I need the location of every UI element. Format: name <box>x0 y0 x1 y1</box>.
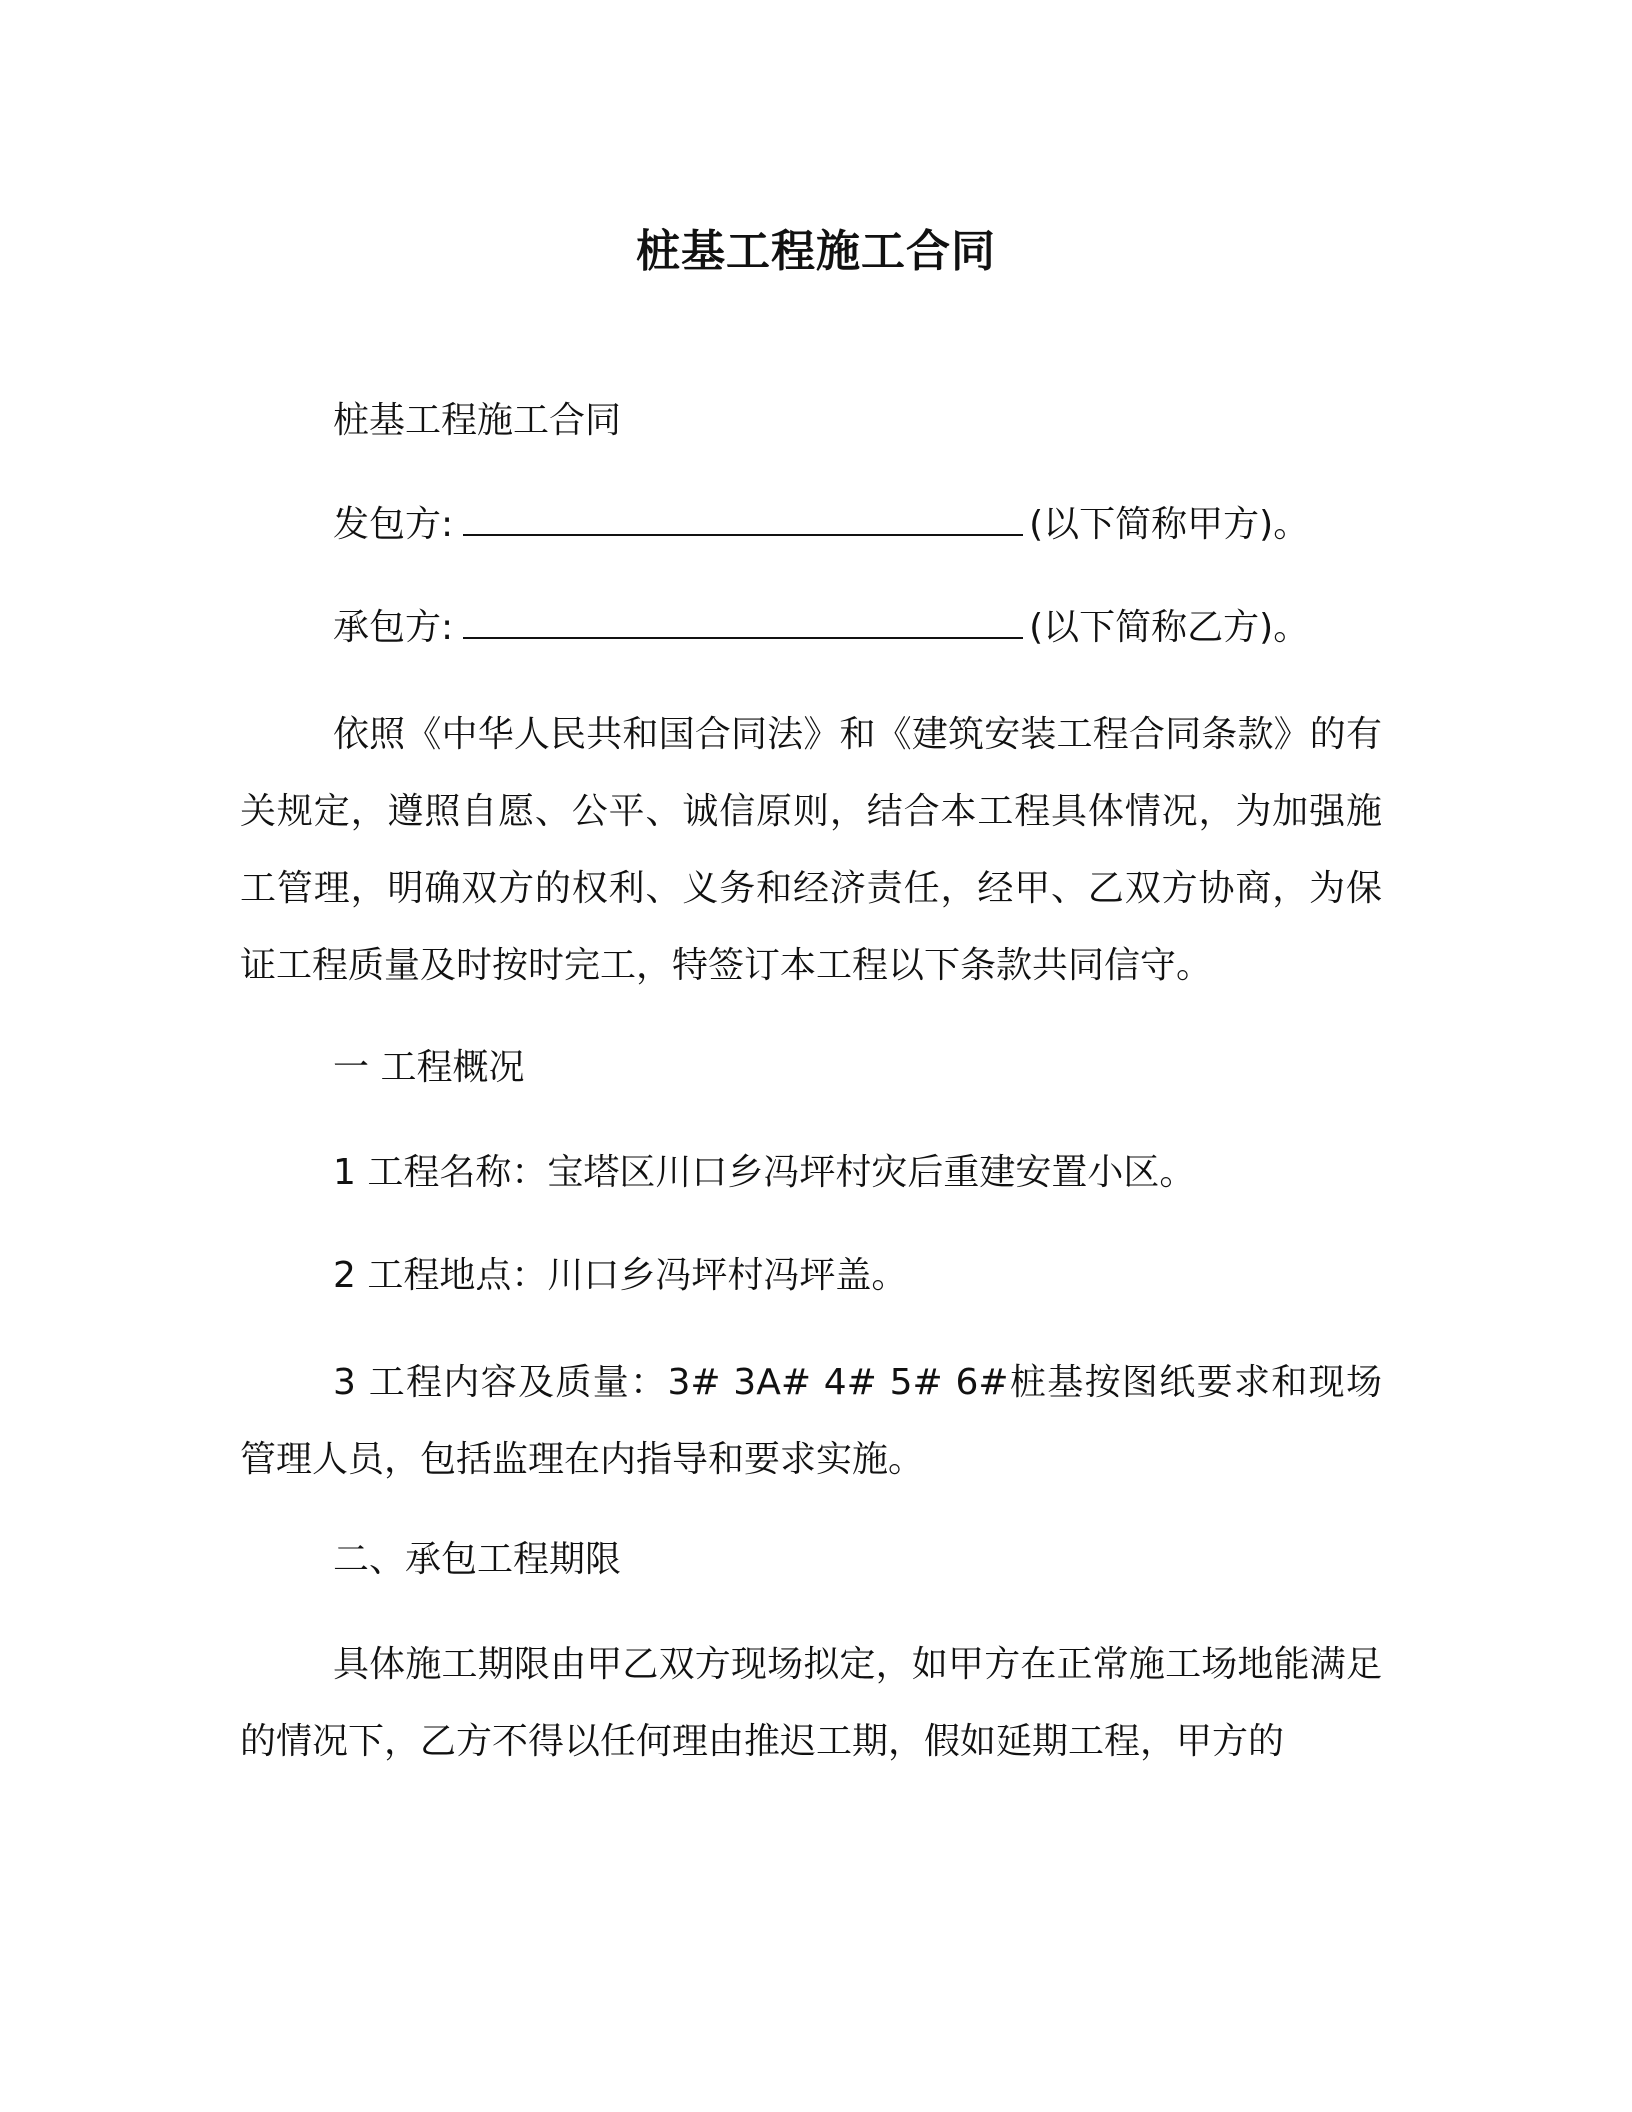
party-b-suffix: (以下简称乙方)。 <box>1029 607 1310 648</box>
section-2-paragraph: 具体施工期限由甲乙双方现场拟定，如甲方在正常施工场地能满足的情况下，乙方不得以任何理由推迟工期，假如延期工程，甲方的 <box>240 1644 1382 1762</box>
party-a-blank <box>463 504 1023 536</box>
party-a-label: 发包方: <box>333 504 454 545</box>
item-2-project-location: 2 工程地点：川口乡冯坪村冯坪盖。 <box>333 1255 908 1296</box>
item-1-project-name: 1 工程名称：宝塔区川口乡冯坪村灾后重建安置小区。 <box>333 1152 1196 1193</box>
preamble-paragraph: 依照《中华人民共和国合同法》和《建筑安装工程合同条款》的有关规定，遵照自愿、公平、诚信原则，结合本工程具体情况，为加强施工管理，明确双方的权利、义务和经济责任，经甲、乙双方协商，为保证工程质量及时按时完工，特签订本工程以下条款共同信守。 <box>240 714 1382 986</box>
party-b-label: 承包方: <box>333 607 454 648</box>
section-1-heading: 一 工程概况 <box>333 1047 525 1088</box>
item-3-project-content: 3 工程内容及质量：3# 3A# 4# 5# 6#桩基按图纸要求和现场管理人员，包括监理在内指导和要求实施。 <box>240 1362 1382 1480</box>
party-a-suffix: (以下简称甲方)。 <box>1029 504 1310 545</box>
document-title: 桩基工程施工合同 <box>636 226 996 277</box>
contract-subtitle: 桩基工程施工合同 <box>333 400 622 441</box>
section-2-heading: 二、承包工程期限 <box>333 1539 622 1580</box>
party-b-line <box>333 603 1309 653</box>
party-a-line <box>333 500 1309 550</box>
party-b-blank <box>463 607 1023 639</box>
